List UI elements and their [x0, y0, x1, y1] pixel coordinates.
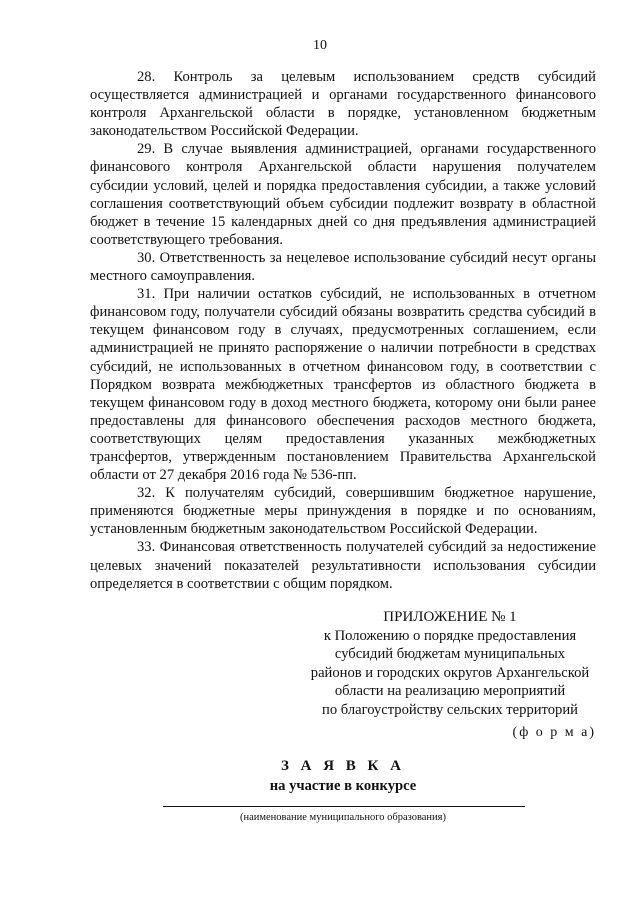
appendix-line: по благоустройству сельских территорий	[322, 701, 578, 718]
paragraph-33: 33. Финансовая ответственность получателей субсидий за недостижение целевых значений показателей результативности использования субсидии определяется в соответствии с общим порядком.	[90, 539, 596, 592]
municipality-fill-line	[163, 806, 525, 807]
appendix-block	[290, 608, 610, 720]
appendix-line: к Положению о порядке предоставления	[323, 627, 577, 644]
application-subtitle: на участие в конкурсе	[269, 778, 417, 794]
municipality-caption: (наименование муниципального образования)	[239, 812, 447, 823]
application-title: З А Я В К А	[280, 758, 406, 774]
appendix-line: субсидий бюджетам муниципальных	[334, 646, 566, 663]
paragraph-31: 31. При наличии остатков субсидий, не использованных в отчетном финансовом году, получатели субсидий обязаны возвратить средства субсидий в текущем финансовом году в случаях, предусмотренных соглашением, если администрацией не принято распоряжение о наличии потребности в средствах субсидий, не использованных в отчетном финансовом году, в соответствии с Порядком возврата межбюджетных трансфертов из областного бюджета в текущем финансовом году в доход местного бюджета, которому они были ранее предоставлены для финансового обеспечения расходов местного бюджета, соответствующих целям предоставления указанных межбюджетных трансфертов, утвержденным постановлением Правительства Архангельской области от 27 декабря 2016 года № 536-пп.	[90, 286, 596, 484]
document-body	[90, 68, 596, 593]
appendix-heading: ПРИЛОЖЕНИЕ № 1	[383, 609, 517, 625]
appendix-line: области на реализацию мероприятий	[334, 683, 566, 700]
paragraph-32: 32. К получателям субсидий, совершившим бюджетное нарушение, применяются бюджетные меры принуждения в порядке и по основаниям, установленным бюджетным законодательством Российской Федерации.	[90, 485, 596, 538]
paragraph-28: 28. Контроль за целевым использованием средств субсидий осуществляется администрацией и органами государственного финансового контроля Архангельской области в порядке, установленном бюджетным законодательством Российской Федерации.	[90, 69, 596, 140]
paragraph-30: 30. Ответственность за нецелевое использование субсидий несут органы местного самоуправления.	[90, 249, 596, 285]
page-number: 10	[313, 38, 327, 53]
form-label: (ф о р м а)	[512, 725, 596, 740]
paragraph-29: 29. В случае выявления администрацией, органами государственного финансового контроля Архангельской области нарушения получателем субсидии условий, целей и порядка предоставления субсидии, а также условий соглашения соответствующий объем субсидии подлежит возврату в областной бюджет в течение 15 календарных дней со дня предъявления администрацией соответствующего требования.	[90, 141, 596, 248]
appendix-line: районов и городских округов Архангельской	[310, 664, 590, 681]
